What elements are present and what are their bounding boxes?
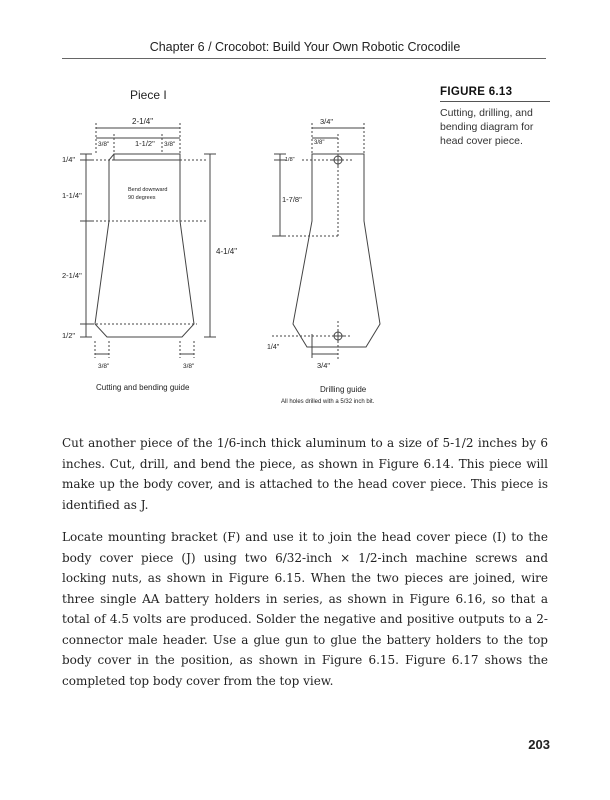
piece-i-top-tab [114, 154, 180, 160]
piece-title: Piece I [130, 88, 167, 102]
dim-right-top: 3/4" [320, 117, 334, 126]
drilling-guide-outline [293, 154, 380, 347]
dim-right-v-small: 1/8" [285, 157, 295, 163]
dim-top: 2-1/4" [132, 117, 154, 126]
bend-note-2: 90 degrees [128, 195, 156, 201]
paragraph-2: Locate mounting bracket (F) and use it to join the head cover piece (I) to the body cover piece (J) using two 6/32-inch × 1/2-inch machine screws and locking nuts, as shown in Figure 6.15. When the two pieces are joined, wire three single AA battery holders in series, as shown in Figure 6.16, so that a total of 4.5 volts are produced. Solder the negative and positive outputs to a 2-connector male header. Use a glue gun to glue the battery holders to the top body cover in the position, as shown in Figure 6.15. Figure 6.17 shows the completed top body cover from the top view. [62, 530, 548, 688]
dim-mid: 1-1/2" [135, 139, 155, 148]
page-number: 203 [528, 737, 550, 752]
dim-right-margin: 3/8" [164, 141, 176, 148]
figure-diagram [62, 66, 422, 411]
body-text [62, 433, 548, 703]
running-header: Chapter 6 / Crocobot: Build Your Own Robotic Crocodile [149, 40, 461, 54]
dim-right-bottom-h: 3/4" [317, 361, 331, 370]
dim-v3: 2-1/4" [62, 271, 82, 280]
figure-caption-text: Cutting, drilling, and bending diagram for head cover piece. [440, 107, 534, 147]
cutting-guide-label: Cutting and bending guide [96, 383, 190, 392]
paragraph-1: Cut another piece of the 1/6-inch thick aluminum to a size of 5-1/2 inches by 6 inches. Cut, drill, and bend the piece, as shown in Figure 6.14. This piece will make up the body cover, and is attached to the head cover piece. This piece is identified as J. [62, 436, 548, 512]
figure-caption [440, 86, 550, 148]
dim-v4: 1/2" [62, 331, 76, 340]
dim-v1: 1/4" [62, 155, 76, 164]
dim-v2: 1-1/4" [62, 191, 82, 200]
dim-right-bottom-v: 1/4" [267, 344, 280, 351]
header-divider [62, 58, 546, 59]
dim-right-top-small: 3/8" [314, 140, 325, 146]
drilling-note: All holes drilled with a 5/32 inch bit. [281, 399, 375, 405]
dim-total: 4-1/4" [216, 247, 238, 256]
dim-left-margin: 3/8" [98, 141, 110, 148]
bend-note-1: Bend downward [128, 187, 168, 193]
drilling-guide-label: Drilling guide [320, 385, 367, 394]
figure-title: FIGURE 6.13 [440, 86, 550, 102]
dim-bottom-left: 3/8" [98, 363, 110, 370]
piece-i-outline [95, 154, 194, 337]
dim-bottom-right: 3/8" [183, 363, 195, 370]
dim-right-v-long: 1-7/8" [282, 195, 302, 204]
